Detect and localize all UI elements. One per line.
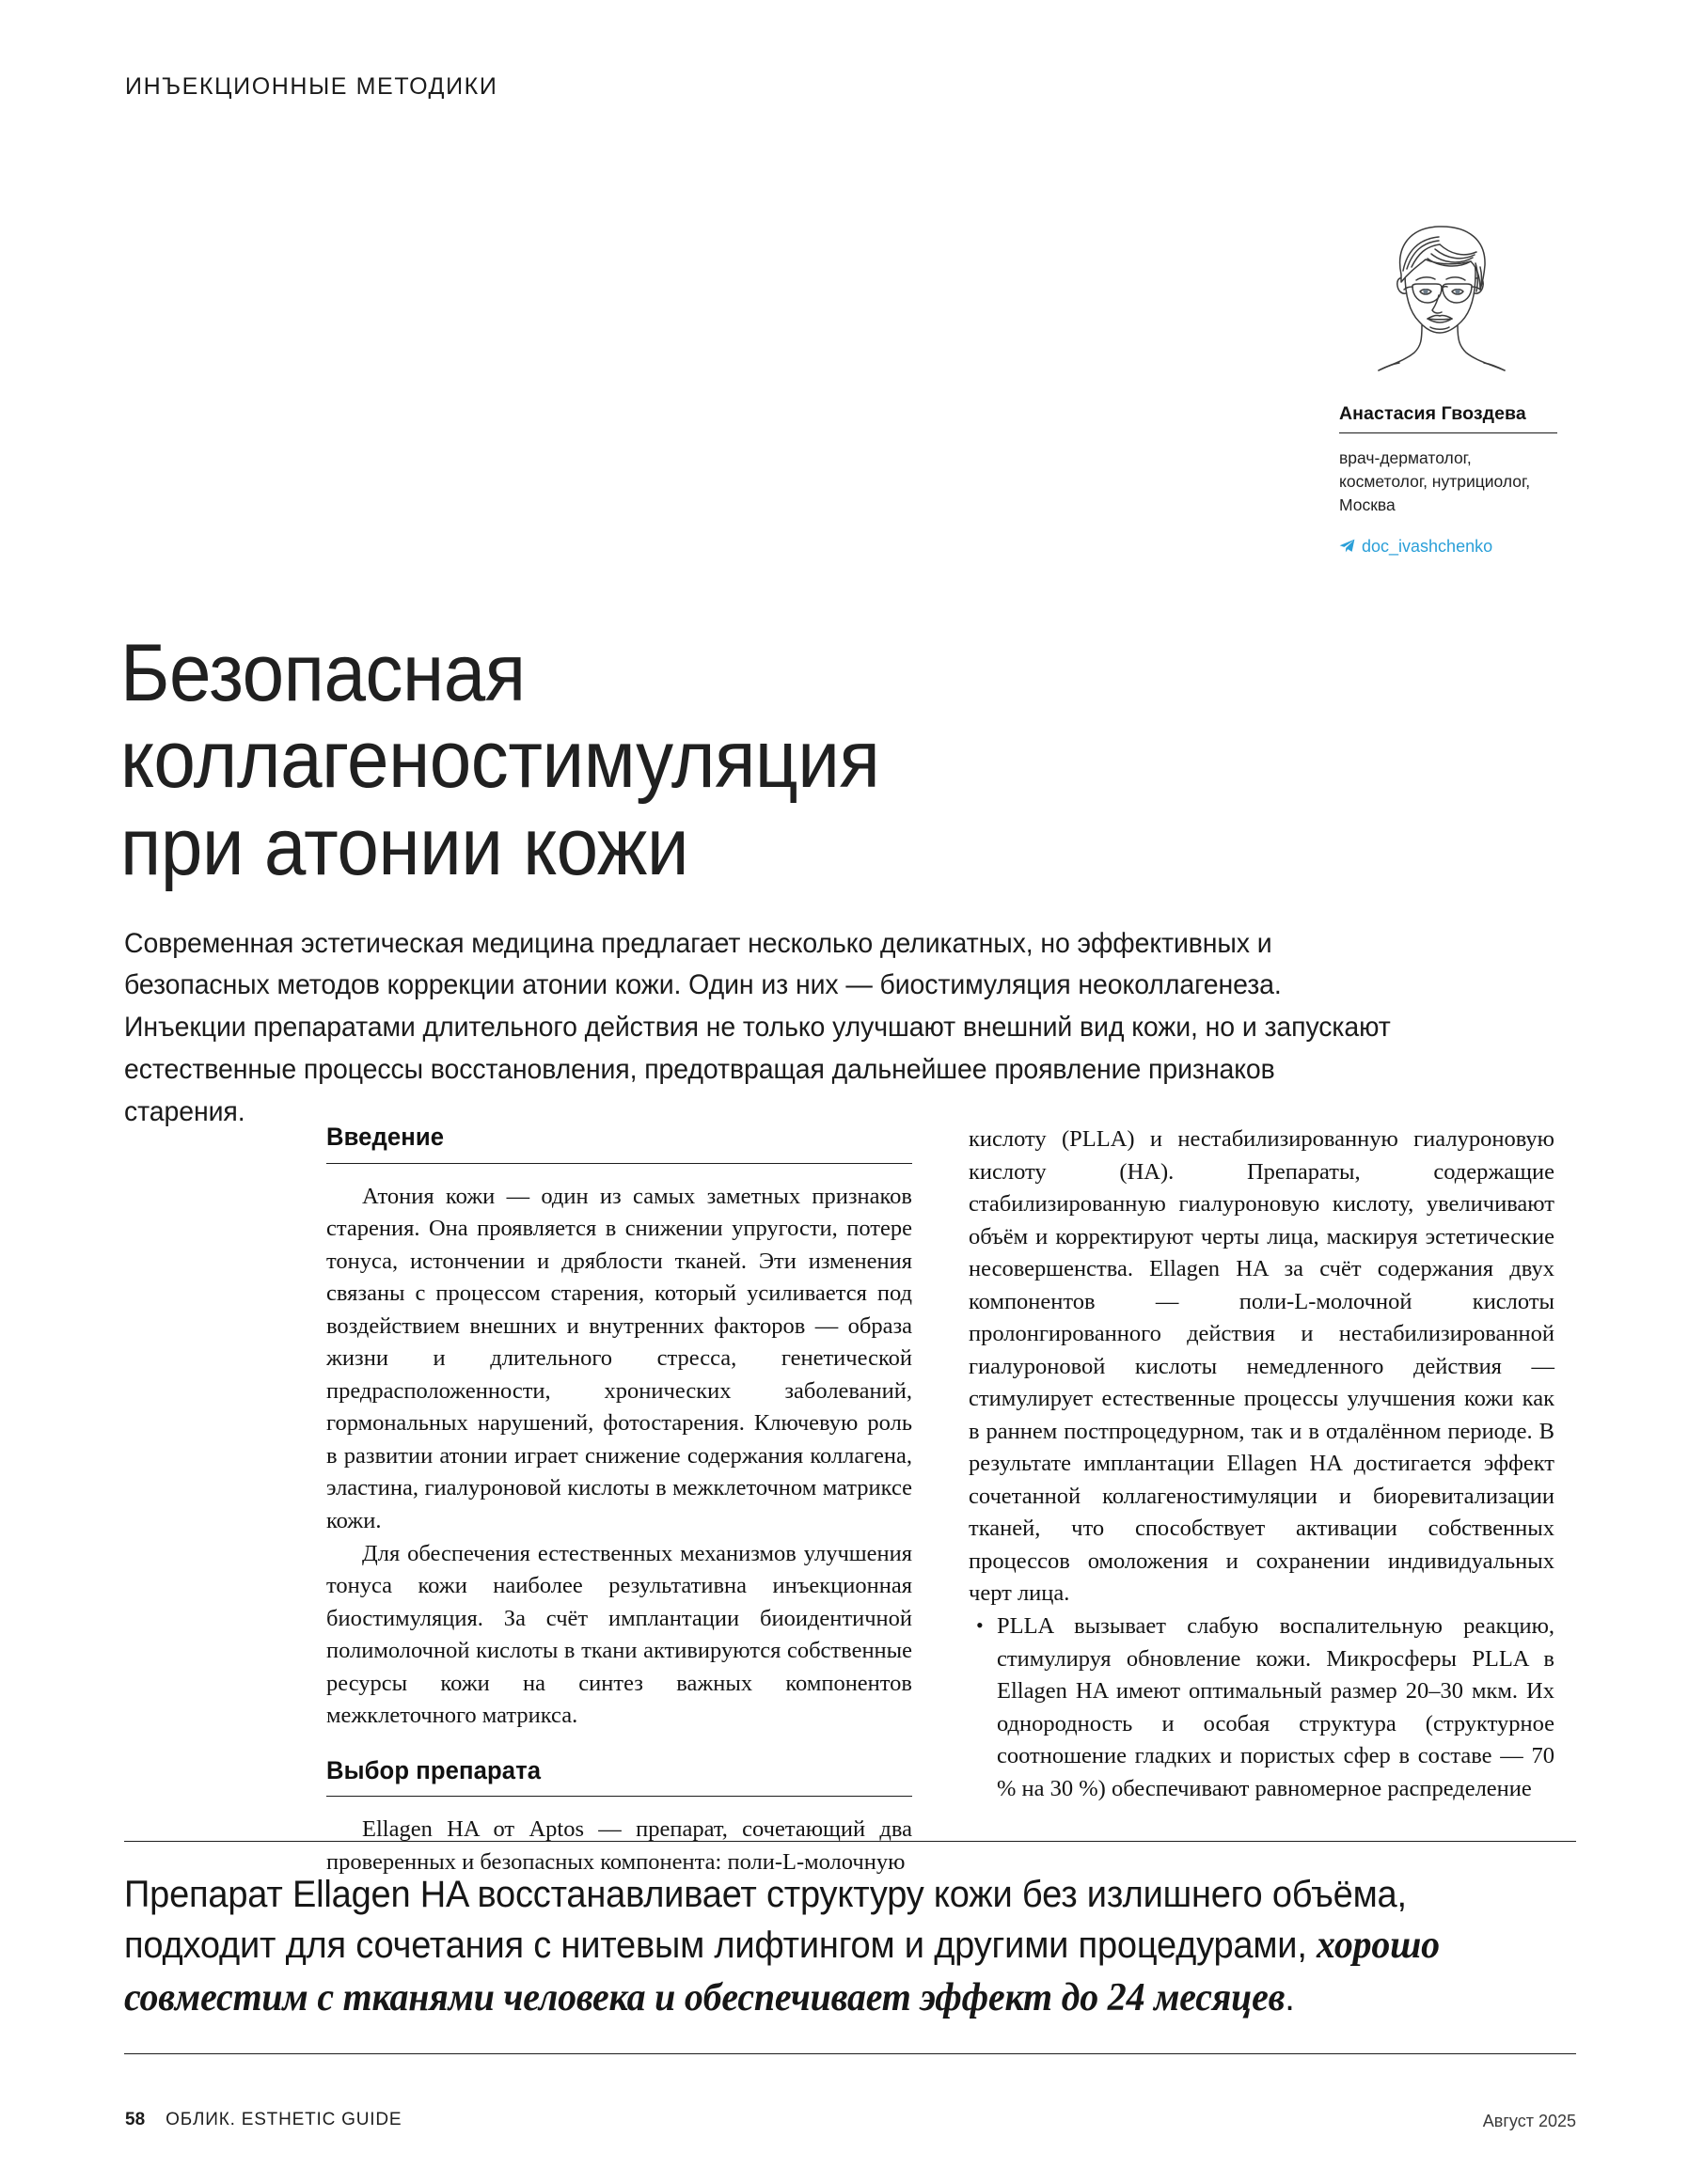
headline-line-2: коллагеностимуляция xyxy=(120,715,880,806)
running-head: ИНЪЕКЦИОННЫЕ МЕТОДИКИ xyxy=(125,73,498,100)
pull-quote-bottom-divider xyxy=(124,2053,1576,2054)
telegram-icon xyxy=(1339,539,1355,553)
paragraph: Для обеспечения естественных механизмов улучшения тонуса кожи наиболее результативна инъекционная биостимуляция. За счёт имплантации биоидентичной полимолочной кислоты в ткани активируются собственные ресурсы кожи на синтез важных компонентов межклеточного матрикса. xyxy=(326,1540,912,1729)
footer-left xyxy=(125,2110,402,2130)
pull-quote-period: . xyxy=(1285,1977,1295,2019)
lead-paragraph: Современная эстетическая медицина предлагает несколько деликатных, но эффективных и безопасных методов коррекции атонии кожи. Один из них — биостимуляция неоколлагенеза. Инъекции препаратами длительного действия не только улучшают внешний вид кожи, но и запускают естественные процессы восстановления, предотвращая дальнейшее проявление признаков старения. xyxy=(124,927,1391,1127)
column-left xyxy=(326,1123,912,1878)
publication-name: ОБЛИК. ESTHETIC GUIDE xyxy=(166,2110,402,2129)
telegram-handle: doc_ivashchenko xyxy=(1362,536,1493,556)
list-item: • PLLA вызывает слабую воспалительную реакцию, стимулируя обновление кожи. Микросферы PLLA в Ellagen HA имеют оптимальный размер 20–30 мкм. Их однородность и особая структура (структурное соотношение гладких и пористых сфер в составе — 70 % на 30 %) обеспечивают равномерное распределение xyxy=(969,1611,1554,1805)
author-block xyxy=(1339,214,1557,555)
page-number: 58 xyxy=(125,2110,146,2129)
portrait-illustration xyxy=(1352,214,1531,388)
section-divider xyxy=(326,1163,912,1164)
headline-line-1: Безопасная xyxy=(120,627,526,718)
headline-line-3: при атонии кожи xyxy=(120,802,689,893)
author-name: Анастасия Гвоздева xyxy=(1339,403,1526,424)
pull-quote xyxy=(124,1842,1504,2025)
author-role xyxy=(1339,447,1557,517)
article-body xyxy=(326,1123,1555,1878)
section-divider xyxy=(326,1796,912,1797)
section-heading-drug-choice: Выбор препарата xyxy=(326,1755,542,1784)
author-divider xyxy=(1339,432,1557,433)
paragraph: Атония кожи — один из самых заметных признаков старения. Она проявляется в снижении упругости, потере тонуса, истончении и дряблости тканей. Эти изменения связаны с процессом старения, который усиливается под воздействием внешних и внутренних факторов — образа жизни и длительного стресса, генетической предрасположенности, хронических заболеваний, гормональных нарушений, фотостарения. Ключевую роль в развитии атонии играет снижение содержания коллагена, эластина, гиалуроновой кислоты в межклеточном матриксе кожи. xyxy=(326,1183,912,1533)
section-heading-introduction: Введение xyxy=(326,1123,445,1151)
author-role-line-3: Москва xyxy=(1339,495,1396,515)
author-telegram-link[interactable] xyxy=(1339,538,1557,555)
paragraph: Ellagen HA от Aptos — препарат, сочетающий два проверенных и безопасных компонента: поли-L-молочную xyxy=(326,1816,912,1875)
pull-quote-emphasis: хорошо совместим с тканями человека и обеспечивает эффект до 24 месяцев xyxy=(124,1924,1440,2020)
paragraph: кислоту (PLLA) и нестабилизированную гиалуроновую кислоту (HA). Препараты, содержащие стабилизированную гиалуроновую кислоту, увеличивают объём и корректируют черты лица, маскируя эстетические несовершенства. Ellagen HA за счёт содержания двух компонентов — поли-L-молочной кислоты пролонгированного действия и нестабилизированной гиалуроновой кислоты немедленного действия — стимулирует естественные процессы улучшения кожи как в раннем постпроцедурном, так и в отдалённом периоде. В результате имплантации Ellagen HA достигается эффект сочетанной коллагеностимуляции и биоревитализации тканей, что способствует активации собственных процессов омоложения и сохранении индивидуальных черт лица. xyxy=(969,1126,1554,1607)
pull-quote-block xyxy=(124,1841,1576,2054)
author-role-line-1: врач-дерматолог, xyxy=(1339,448,1472,468)
bullet-list xyxy=(969,1611,1554,1805)
issue-date: Август 2025 xyxy=(1482,2112,1576,2130)
author-role-line-2: косметолог, нутрициолог, xyxy=(1339,472,1531,492)
page-title xyxy=(120,627,1239,893)
column-right xyxy=(969,1123,1554,1878)
pull-quote-plain: Препарат Ellagen HA восстанавливает структуру кожи без излишнего объёма, подходит для сочетания с нитевым лифтингом и другими процедурами, xyxy=(124,1874,1407,1967)
